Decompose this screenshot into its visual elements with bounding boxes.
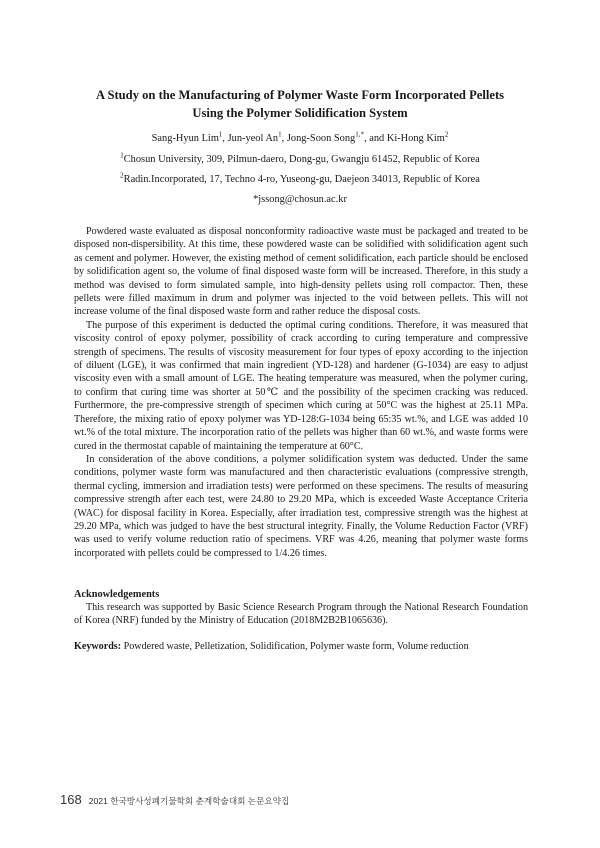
corresponding-email: *jssong@chosun.ac.kr (253, 194, 347, 205)
author-name: Ki-Hong Kim (386, 133, 445, 144)
author-and: and (369, 133, 387, 144)
journal-name: 2021 한국방사성폐기물학회 춘계학술대회 논문요약집 (88, 796, 290, 806)
abstract-body (74, 225, 528, 560)
author-name: Sang-Hyun Lim (151, 133, 219, 144)
title-line-2: Using the Polymer Solidification System (192, 106, 408, 120)
abstract-paragraph-3: In consideration of the above conditions, a polymer solidification system was deducted. Under the same conditions, polymer waste form was manufactured and then characteristic evaluations (compressive strength, thermal cycling, immersion and irradiation tests) were performed on these specimens. The results of measuring compressive strength after each test, were 24.80 to 29.20 MPa, which is exceeded Waste Acceptance Criteria (WAC) for disposal facility in Korea. Especially, after irradiation test, compressive strength was the highest at 29.20 MPa, which was judged to have the best structural integrity. Finally, the Volume Reduction Factor (VRF) was used to verify volume reduction ratio of specimens. VRF was 4.26, meaning that polymer waste forms incorporated with pellets could be compressed to 1/4.26 times. (74, 453, 528, 559)
author-separator: , (281, 133, 287, 144)
title-line-1: A Study on the Manufacturing of Polymer Waste Form Incorporated Pellets (95, 88, 505, 102)
keywords-colon: : (117, 641, 124, 652)
author-affiliation-mark: 1 (218, 130, 223, 139)
paper-title (60, 86, 540, 122)
author-list (60, 132, 540, 146)
author-name: Jun-yeol An (227, 133, 279, 144)
affiliation-text: Chosun University, 309, Pilmun-daero, Dong-gu, Gwangju 61452, Republic of Korea (123, 154, 480, 165)
keywords (74, 640, 528, 653)
affiliation-1 (60, 153, 540, 167)
acknowledgements-text: This research was supported by Basic Science Research Program through the National Research Foundation of Korea (NRF) funded by the Ministry of Education (2018M2B2B1065636). (74, 602, 528, 627)
page-number: 168 (60, 792, 82, 807)
author-separator: , (222, 133, 228, 144)
page-footer (60, 791, 289, 809)
author-affiliation-mark: 2 (444, 130, 449, 139)
abstract-paragraph-2: The purpose of this experiment is deducted the optimal curing conditions. Therefore, it was measured that viscosity control of epoxy polymer, possibility of crack according to curing temperature and compressive strength of specimens. The results of viscosity measurement for four types of epoxy according to the injection of diluent (LGE), it was confirmed that main ingredient (YD-128) and hardener (G-1034) are easy to adjust viscosity even with a small amount of LGE. The heating temperature was measured, when the polymer curing, to confirm that curing time was shorter at 50℃ and the possibility of the specimen cracking was reduced. Furthermore, the pre-compressive strength of specimen which curing at 50°C was the highest at 25.11 MPa. Therefore, the mixing ratio of epoxy polymer was YD-128:G-1034 being 65:35 wt.%, and LGE was added 10 wt.% of the total mixture. The incorporation ratio of the pellets was higher than 60 wt.%, and waste forms were cured in the thermostat capable of maintaining the temperature at 60°C. (74, 319, 528, 452)
affiliation-mark: 1 (120, 151, 124, 160)
keywords-text: Powdered waste, Pelletization, Solidification, Polymer waste form, Volume reduction (123, 641, 469, 652)
affiliation-2 (60, 173, 540, 187)
acknowledgements-heading: Acknowledgements (74, 589, 160, 600)
author-affiliation-mark: 1,* (355, 130, 364, 139)
author-separator: , (364, 133, 370, 144)
abstract-paragraph-1: Powdered waste evaluated as disposal nonconformity radioactive waste must be packaged and treated to be disposed non-dispersibility. At this time, these powdered waste can be solidified with solidification agent such as cement and polymer. However, the existing method of cement solidification, each particle should be enclosed by solidification agent so, the volume of final disposed waste form will be increased. Therefore, in this study a method was devised to form simulated sample, into high-density pellets using roll compactor. Then, these pellets were filled maximum in drum and polymer was injected to the void between pellets. This will not increase volume of the final disposed waste form and rather reduce the disposal costs. (74, 226, 528, 318)
keywords-label: Keywords (74, 641, 118, 652)
affiliation-mark: 2 (120, 171, 124, 180)
author-affiliation-mark: 1 (278, 130, 282, 139)
affiliation-text: Radin.Incorporated, 17, Techno 4-ro, Yuseong-gu, Daejeon 34013, Republic of Korea (123, 174, 480, 185)
author-name: Jong-Soon Song (286, 133, 356, 144)
